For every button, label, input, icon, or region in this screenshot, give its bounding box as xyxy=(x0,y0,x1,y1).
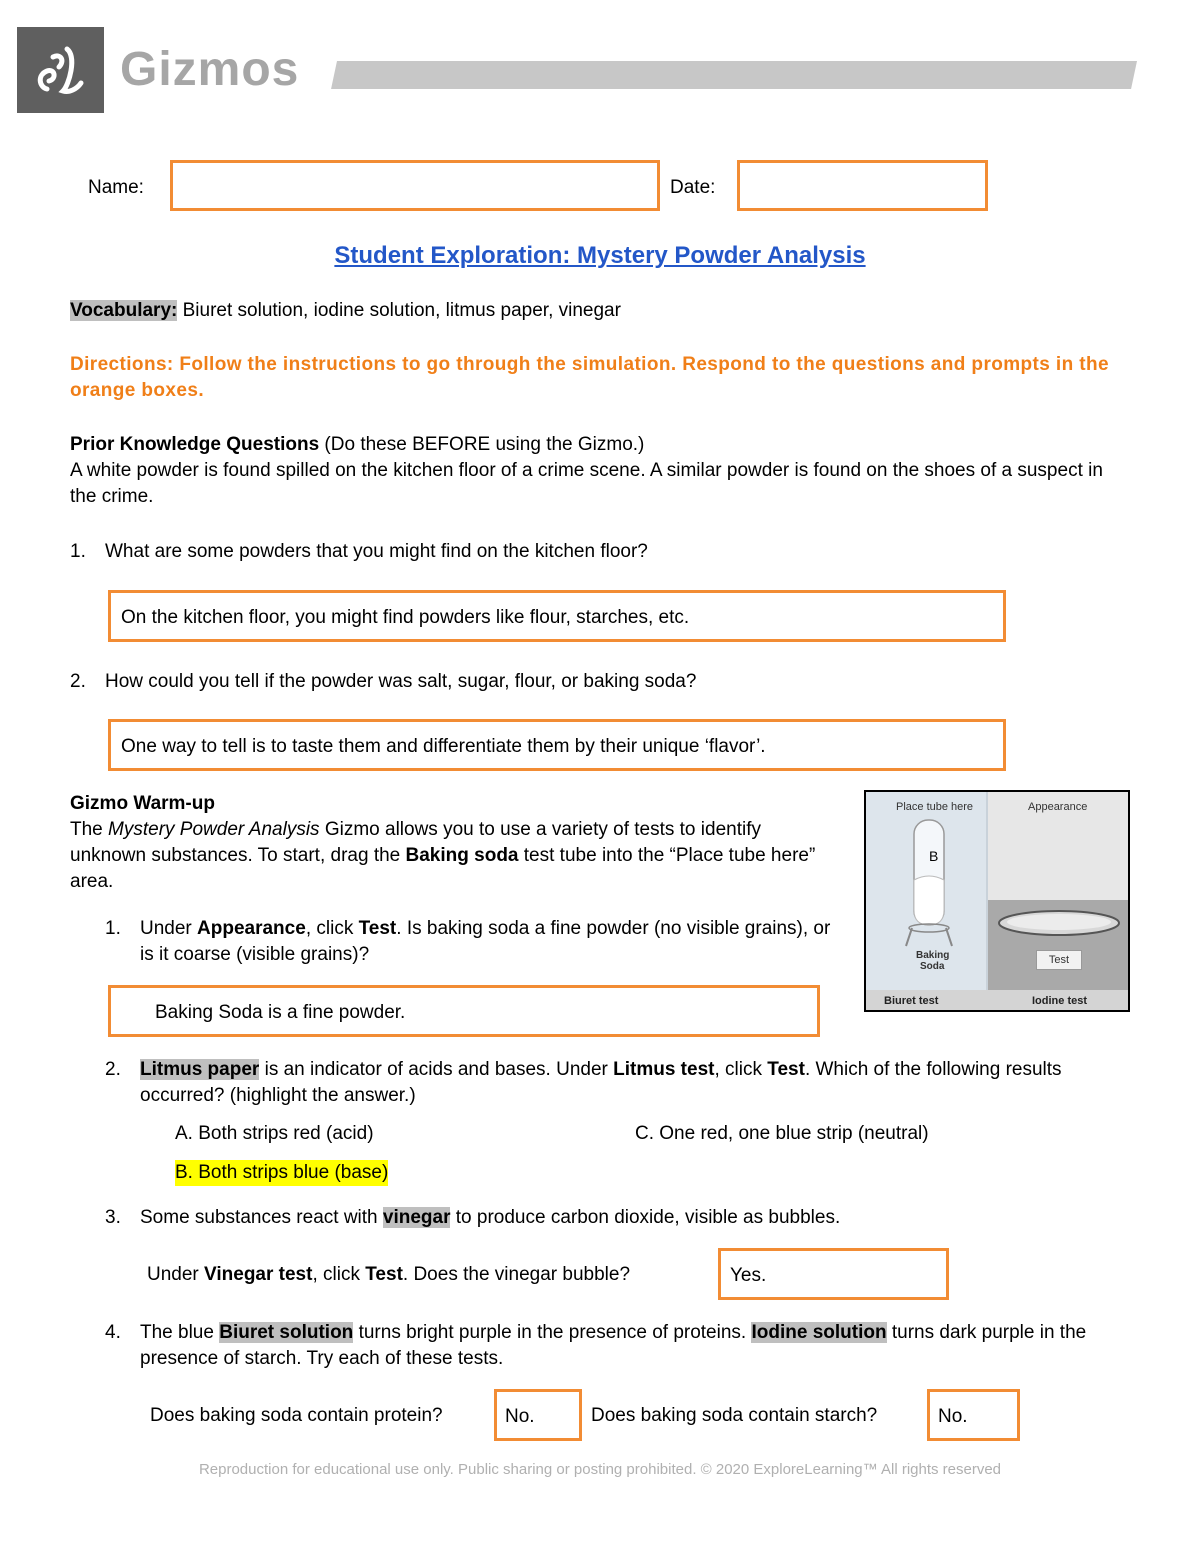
place-tube-label: Place tube here xyxy=(896,801,974,813)
starch-question: Does baking soda contain starch? xyxy=(591,1405,878,1426)
option-c[interactable]: C. One red, one blue strip (neutral) xyxy=(635,1123,929,1144)
warmup-q1-number: 1. xyxy=(105,918,121,939)
warmup-q1-text: Under Appearance, click Test. Is baking soda a fine powder (no visible grains), or is it coarse (visible grains)? xyxy=(140,918,831,965)
prior-intro: A white powder is found spilled on the kitchen floor of a crime scene. A similar powder is found on the shoes of a suspect in the crime. xyxy=(70,460,1103,507)
warmup-q1-answer-box[interactable] xyxy=(108,985,820,1037)
vocabulary-text: Biuret solution, iodine solution, litmus paper, vinegar xyxy=(177,300,621,321)
vocabulary-label: Vocabulary: xyxy=(70,300,178,321)
tube-label-line-1: Baking xyxy=(916,950,950,961)
dish-icon xyxy=(996,908,1122,938)
prior-q2-answer-box[interactable] xyxy=(108,719,1006,771)
prior-q2-answer: One way to tell is to taste them and differentiate them by their unique ‘flavor’. xyxy=(121,736,766,757)
brand-name: Gizmos xyxy=(120,43,300,96)
warmup-q2-number: 2. xyxy=(105,1059,121,1080)
footer-copyright: Reproduction for educational use only. Public sharing or posting prohibited. © 2020 ExploreLearning™ All rights reserved xyxy=(198,1461,1002,1478)
warmup-q3-text: Some substances react with vinegar to produce carbon dioxide, visible as bubbles. xyxy=(140,1207,841,1228)
warmup-q4-number: 4. xyxy=(105,1322,121,1343)
test-tube-icon xyxy=(902,818,962,948)
prior-heading: Prior Knowledge Questions xyxy=(70,434,320,455)
warmup-q4-text: The blue Biuret solution turns bright purple in the presence of proteins. Iodine solution turns dark purple in the presence of starch. Try each of these tests. xyxy=(140,1322,1087,1369)
warmup-q1-answer: Baking Soda is a fine powder. xyxy=(155,1002,406,1023)
prior-knowledge-section xyxy=(70,432,1130,510)
warmup-q3-answer: Yes. xyxy=(730,1265,767,1286)
protein-answer: No. xyxy=(505,1406,535,1427)
option-a[interactable]: A. Both strips red (acid) xyxy=(175,1123,374,1144)
warmup-intro: The Mystery Powder Analysis Gizmo allows you to use a variety of tests to identify unknown substances. To start, drag the Baking soda test tube into the “Place tube here” area. xyxy=(70,819,816,892)
protein-question: Does baking soda contain protein? xyxy=(150,1405,443,1426)
appearance-label: Appearance xyxy=(1028,801,1088,813)
prior-q1-number: 1. xyxy=(70,541,86,562)
warmup-q2-text: Litmus paper is an indicator of acids and bases. Under Litmus test, click Test. Which of the following results occurred? (highlight the answer.) xyxy=(140,1059,1062,1106)
prior-q2-text: How could you tell if the powder was salt, sugar, flour, or baking soda? xyxy=(105,671,697,692)
explorelearning-logo-icon xyxy=(17,27,104,113)
prior-q1-answer: On the kitchen floor, you might find powders like flour, starches, etc. xyxy=(121,607,690,628)
warmup-heading: Gizmo Warm-up xyxy=(70,793,215,814)
starch-answer-box[interactable] xyxy=(927,1389,1020,1441)
prior-q1-text: What are some powders that you might find on the kitchen floor? xyxy=(105,541,648,562)
warmup-q3-number: 3. xyxy=(105,1207,121,1228)
test-button[interactable]: Test xyxy=(1036,950,1082,970)
protein-answer-box[interactable] xyxy=(494,1389,582,1441)
prior-q1-answer-box[interactable] xyxy=(108,590,1006,642)
prior-heading-line xyxy=(70,432,1130,458)
warmup-q3-answer-box[interactable] xyxy=(718,1248,949,1300)
page-title: Student Exploration: Mystery Powder Analysis xyxy=(334,242,866,269)
directions: Directions: Follow the instructions to go through the simulation. Respond to the questions and prompts in the orange boxes. xyxy=(70,354,1109,401)
header-bar xyxy=(331,61,1137,89)
prior-q2-number: 2. xyxy=(70,671,86,692)
gizmo-screenshot xyxy=(864,790,1130,1012)
prior-heading-note: (Do these BEFORE using the Gizmo.) xyxy=(319,434,645,455)
warmup-q3-prompt: Under Vinegar test, click Test. Does the vinegar bubble? xyxy=(147,1264,631,1285)
vocabulary-line xyxy=(70,298,621,324)
tube-letter: B xyxy=(929,848,939,864)
option-b-highlighted[interactable]: B. Both strips blue (base) xyxy=(175,1160,388,1186)
date-label: Date: xyxy=(670,177,716,198)
gizmos-logo xyxy=(17,27,104,113)
iodine-label: Iodine test xyxy=(1032,995,1088,1007)
date-field[interactable] xyxy=(737,160,988,211)
biuret-label: Biuret test xyxy=(884,995,939,1007)
starch-answer: No. xyxy=(938,1406,968,1427)
tube-label-line-2: Soda xyxy=(920,961,945,972)
name-field[interactable] xyxy=(170,160,660,211)
name-label: Name: xyxy=(88,177,144,198)
